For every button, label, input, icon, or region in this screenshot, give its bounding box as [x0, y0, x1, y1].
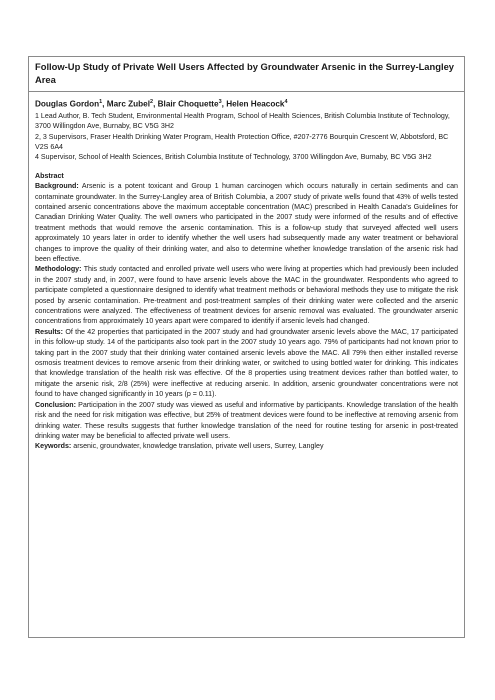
section-text: This study contacted and enrolled private well users who were living at properties which had previously been included in the 2007 study and, in 2007, were found to have arsenic levels above the MAC in the groundwater. Respondents who agreed to participate completed a questionnaire designed to identify what treatment methods or behavioral methods they use to mitigate the risk posed by arsenic contamination. Pre-treatment and post-treatment samples of their drinking water were collected and the arsenic concentrations were analyzed. The effectiveness of treatment devices for arsenic removal was evaluated. The groundwater arsenic concentrations from approximately 10 years apart were compared to identify if arsenic levels had changed. — [35, 265, 459, 326]
affiliation: 4 Supervisor, School of Health Sciences, British Columbia Institute of Technology, 3700 Willingdon Ave, Burnaby, BC V5G 3H2 — [35, 153, 432, 162]
title-box — [29, 57, 464, 92]
section-label: Methodology: — [35, 265, 82, 274]
section-text: Of the 42 properties that participated in the 2007 study and had groundwater arsenic levels above the MAC, 17 participated in this follow-up study. 14 of the participants also took part in the 2007 study 10 years ago. 79% of participants had not known prior to taking part in the 2007 study that their drinking water contained arsenic levels above the MAC. All 79% then either installed reverse osmosis treatment devices to remove arsenic from their drinking water, or switched to using bottled water for drinking. This indicates that knowledge translation of the health risk was effective. Of the 8 properties using treatment devices rather than bottled water, to mitigate the arsenic risk, 2/8 (25%) were ineffective at reducing arsenic. In addition, arsenic groundwater concentrations were not found to have changed significantly in 10 years (p = 0.11). — [35, 327, 458, 399]
section-text: Participation in the 2007 study was viewed as useful and informative by participants. Knowledge translation of the health risk and the need for risk mitigation was effective, but 25% of treatment devices were found to be ineffective at removing arsenic from drinking water. These results suggests that further knowledge translation of the need for routine testing for arsenic in post-treated drinking water may be beneficial to affected private well users. — [35, 400, 458, 440]
affiliation: 2, 3 Supervisors, Fraser Health Drinking Water Program, Health Protection Office, #207-2776 Bourquin Crescent W, Abbotsford, BC V2S 6A4 — [35, 132, 449, 151]
abstract-results — [35, 327, 458, 400]
author-name: Marc Zubel — [106, 99, 150, 109]
affiliation: 1 Lead Author, B. Tech Student, Environmental Health Program, School of Health Sciences, British Columbia Institute of Technology, 3700 Willingdon Ave, Burnaby, BC V5G 3H2 — [35, 111, 450, 131]
section-label: Background: — [35, 182, 79, 191]
author-name: Helen Heacock — [226, 99, 285, 109]
author-name: Douglas Gordon — [35, 99, 100, 109]
author-sup: 1 — [99, 99, 103, 105]
author-sup: 3 — [218, 99, 222, 105]
abstract-methodology — [35, 264, 458, 326]
abstract-background — [35, 181, 458, 264]
paper-body — [29, 92, 464, 452]
keywords — [35, 441, 458, 451]
abstract-heading: Abstract — [35, 171, 64, 180]
abstract-conclusion — [35, 400, 458, 442]
paper-title: Follow-Up Study of Private Well Users Affected by Groundwater Arsenic in the Surrey-Langley Area — [35, 61, 455, 85]
author-sup: 4 — [284, 99, 288, 105]
section-text: arsenic, groundwater, knowledge translation, private well users, Surrey, Langley — [73, 442, 324, 451]
section-label: Keywords: — [35, 442, 72, 451]
section-label: Conclusion: — [35, 400, 76, 409]
author-sup: 2 — [150, 99, 154, 105]
paper-page — [28, 56, 465, 638]
section-label: Results: — [35, 327, 63, 336]
author-list: Douglas Gordon$^1$, Marc Zubel$^2$, Blair Choquette$^3$, Helen Heacock$^4$ — [35, 99, 288, 109]
author-name: Blair Choquette — [157, 99, 219, 109]
section-text: Arsenic is a potent toxicant and Group 1 human carcinogen which occurs naturally in certain sediments and can contaminate groundwater. In the Surrey-Langley area of British Columbia, a 2007 study of private wells found that 43% of wells tested contained arsenic concentrations above the maximum acceptable concentration (MAC) prescribed in Health Canada's Guidelines for Canadian Drinking Water Quality. The well owners who participated in the 2007 study were informed of the results and of effective treatment methods that would remove the arsenic contamination. This is a follow-up study that surveyed affected well users approximately 10 years later in order to identify whether the well users had subsequently made any water treatment or behavioral changes to improve the quality of their drinking water, and also to determine whether knowledge translation of the arsenic risk had been effective. — [35, 182, 458, 264]
